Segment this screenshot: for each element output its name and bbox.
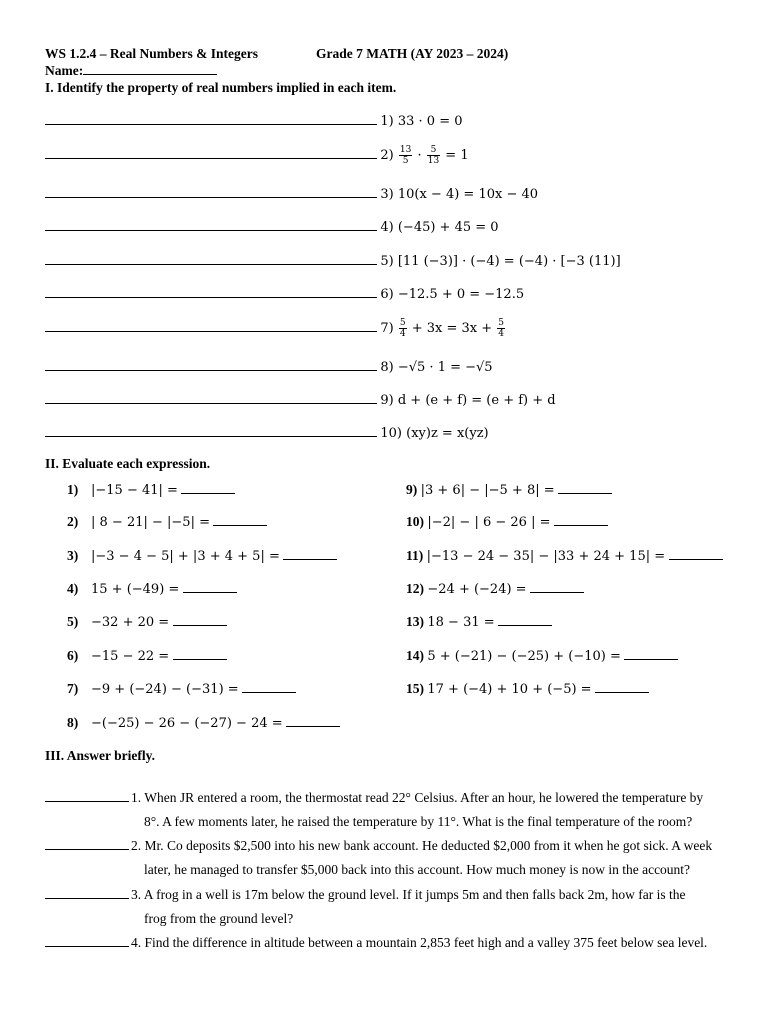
expression: 18 − 31 =	[427, 615, 495, 630]
item-number: 14)	[406, 648, 424, 663]
answer-blank[interactable]	[183, 581, 237, 593]
problem-text-continued: frog from the ground level?	[144, 911, 294, 926]
expression: | 8 − 21| − |−5| =	[91, 515, 210, 530]
item-number: 3)	[67, 548, 79, 563]
answer-blank[interactable]	[624, 648, 678, 660]
item-label: 4) (−45) + 45 = 0	[380, 220, 499, 235]
part3-heading: III. Answer briefly.	[45, 748, 156, 763]
item-label: 10) (xy)z = x(yz)	[380, 426, 489, 441]
answer-blank[interactable]	[181, 482, 235, 494]
answer-blank[interactable]	[45, 113, 377, 125]
answer-blank[interactable]	[45, 219, 377, 231]
word-problem	[45, 834, 735, 882]
problem-text: 4. Find the difference in altitude between a mountain 2,853 feet high and a valley 375 feet below sea level.	[131, 935, 708, 950]
item-label: 3) 10(x − 4) = 10x − 40	[380, 187, 539, 202]
item-number: 6)	[67, 648, 79, 663]
answer-blank[interactable]	[45, 320, 377, 332]
problem-text-continued: 8°. A few moments later, he raised the temperature by 11°. What is the final temperature of the room?	[144, 814, 693, 829]
problem-text: 2. Mr. Co deposits $2,500 into his new bank account. He deducted $2,000 from it when he got sick. A week	[131, 838, 713, 853]
word-problem	[45, 786, 735, 834]
part2-item	[67, 614, 227, 630]
item-number: 15)	[406, 681, 424, 696]
part2-item	[67, 482, 235, 498]
answer-blank[interactable]	[173, 648, 227, 660]
answer-blank[interactable]	[45, 837, 129, 850]
part2-item	[406, 581, 584, 597]
part2-item	[406, 482, 612, 498]
part2-item	[406, 614, 552, 630]
item-label: 2) $\frac{13}{5}$ · $\frac{5}{13}$ = 1	[380, 145, 469, 166]
expression: 17 + (−4) + 10 + (−5) =	[427, 682, 592, 697]
part1-heading: I. Identify the property of real numbers implied in each item.	[45, 80, 397, 95]
answer-blank[interactable]	[45, 392, 377, 404]
answer-blank[interactable]	[45, 286, 377, 298]
expression: |−2| − | 6 − 26 | =	[427, 515, 551, 530]
item-label: 9) d + (e + f) = (e + f) + d	[380, 393, 556, 408]
item-label: 8) −√5 · 1 = −√5	[380, 360, 493, 375]
expression: −24 + (−24) =	[427, 582, 527, 597]
part1-row	[45, 186, 538, 202]
answer-blank[interactable]	[530, 581, 584, 593]
part1-row	[45, 392, 556, 408]
part2-item	[67, 681, 296, 697]
answer-blank[interactable]	[554, 514, 608, 526]
answer-blank[interactable]	[45, 253, 377, 265]
part1-row	[45, 425, 489, 441]
answer-blank[interactable]	[595, 681, 649, 693]
answer-blank[interactable]	[45, 886, 129, 899]
item-label: 6) −12.5 + 0 = −12.5	[380, 287, 525, 302]
word-problem	[45, 883, 735, 931]
answer-blank[interactable]	[283, 548, 337, 560]
part2-item	[406, 514, 608, 530]
part1-row	[45, 145, 469, 166]
answer-blank[interactable]	[173, 614, 227, 626]
part1-row	[45, 318, 506, 339]
word-problem	[45, 931, 735, 955]
item-number: 11)	[406, 548, 424, 563]
item-number: 9)	[406, 482, 418, 497]
answer-blank[interactable]	[242, 681, 296, 693]
item-number: 4)	[67, 581, 79, 596]
part1-row	[45, 219, 499, 235]
problem-text-continued: later, he managed to transfer $5,000 back into this account. How much money is now in the account?	[144, 862, 691, 877]
expression: |−3 − 4 − 5| + |3 + 4 + 5| =	[91, 549, 280, 564]
item-number: 8)	[67, 715, 79, 730]
part2-item	[67, 581, 237, 597]
part2-heading: II. Evaluate each expression.	[45, 456, 211, 471]
answer-blank[interactable]	[45, 789, 129, 802]
item-number: 7)	[67, 681, 79, 696]
course-title: Grade 7 MATH (AY 2023 – 2024)	[316, 46, 509, 61]
part2-item	[406, 681, 649, 697]
name-blank[interactable]	[83, 63, 217, 75]
expression: |3 + 6| − |−5 + 8| =	[420, 483, 555, 498]
item-number: 10)	[406, 514, 424, 529]
item-number: 1)	[67, 482, 79, 497]
expression: −9 + (−24) − (−31) =	[91, 682, 239, 697]
expression: −32 + 20 =	[91, 615, 170, 630]
answer-blank[interactable]	[45, 359, 377, 371]
expression: 5 + (−21) − (−25) + (−10) =	[427, 649, 621, 664]
expression: −(−25) − 26 − (−27) − 24 =	[91, 716, 283, 731]
answer-blank[interactable]	[45, 147, 377, 159]
answer-blank[interactable]	[498, 614, 552, 626]
fraction: $\frac{5}{4}$	[399, 318, 406, 339]
part1-row	[45, 286, 524, 302]
fraction: $\frac{5}{13}$	[427, 145, 440, 166]
item-number: 13)	[406, 614, 424, 629]
fraction: $\frac{5}{4}$	[498, 318, 505, 339]
worksheet-title: WS 1.2.4 – Real Numbers & Integers	[45, 46, 258, 61]
answer-blank[interactable]	[558, 482, 612, 494]
item-number: 2)	[67, 514, 79, 529]
part2-item	[406, 648, 678, 664]
answer-blank[interactable]	[45, 934, 129, 947]
part2-item	[67, 514, 267, 530]
item-label: 5) [11 (−3)] · (−4) = (−4) · [−3 (11)]	[380, 254, 621, 269]
item-label: 1) 33 · 0 = 0	[380, 114, 463, 129]
problem-text: 1. When JR entered a room, the thermostat read 22° Celsius. After an hour, he lowered the temperature by	[131, 790, 704, 805]
item-label: 7) $\frac{5}{4}$ + 3x = 3x + $\frac{5}{4}$	[380, 318, 505, 339]
expression: 15 + (−49) =	[91, 582, 180, 597]
item-number: 5)	[67, 614, 79, 629]
answer-blank[interactable]	[45, 186, 377, 198]
part2-item	[406, 548, 723, 564]
part1-row	[45, 113, 463, 129]
part2-item	[67, 548, 337, 564]
part2-item	[67, 715, 340, 731]
answer-blank[interactable]	[213, 514, 267, 526]
name-row	[45, 63, 217, 79]
name-label: Name:	[45, 63, 84, 78]
fraction: $\frac{13}{5}$	[399, 145, 412, 166]
expression: |−13 − 24 − 35| − |33 + 24 + 15| =	[426, 549, 666, 564]
answer-blank[interactable]	[286, 715, 340, 727]
problem-text: 3. A frog in a well is 17m below the ground level. If it jumps 5m and then falls back 2m, how far is the	[131, 887, 686, 902]
expression: |−15 − 41| =	[91, 483, 178, 498]
item-number: 12)	[406, 581, 424, 596]
part1-row	[45, 359, 493, 375]
answer-blank[interactable]	[45, 425, 377, 437]
expression: −15 − 22 =	[91, 649, 170, 664]
part2-item	[67, 648, 227, 664]
answer-blank[interactable]	[669, 548, 723, 560]
part1-row	[45, 253, 621, 269]
